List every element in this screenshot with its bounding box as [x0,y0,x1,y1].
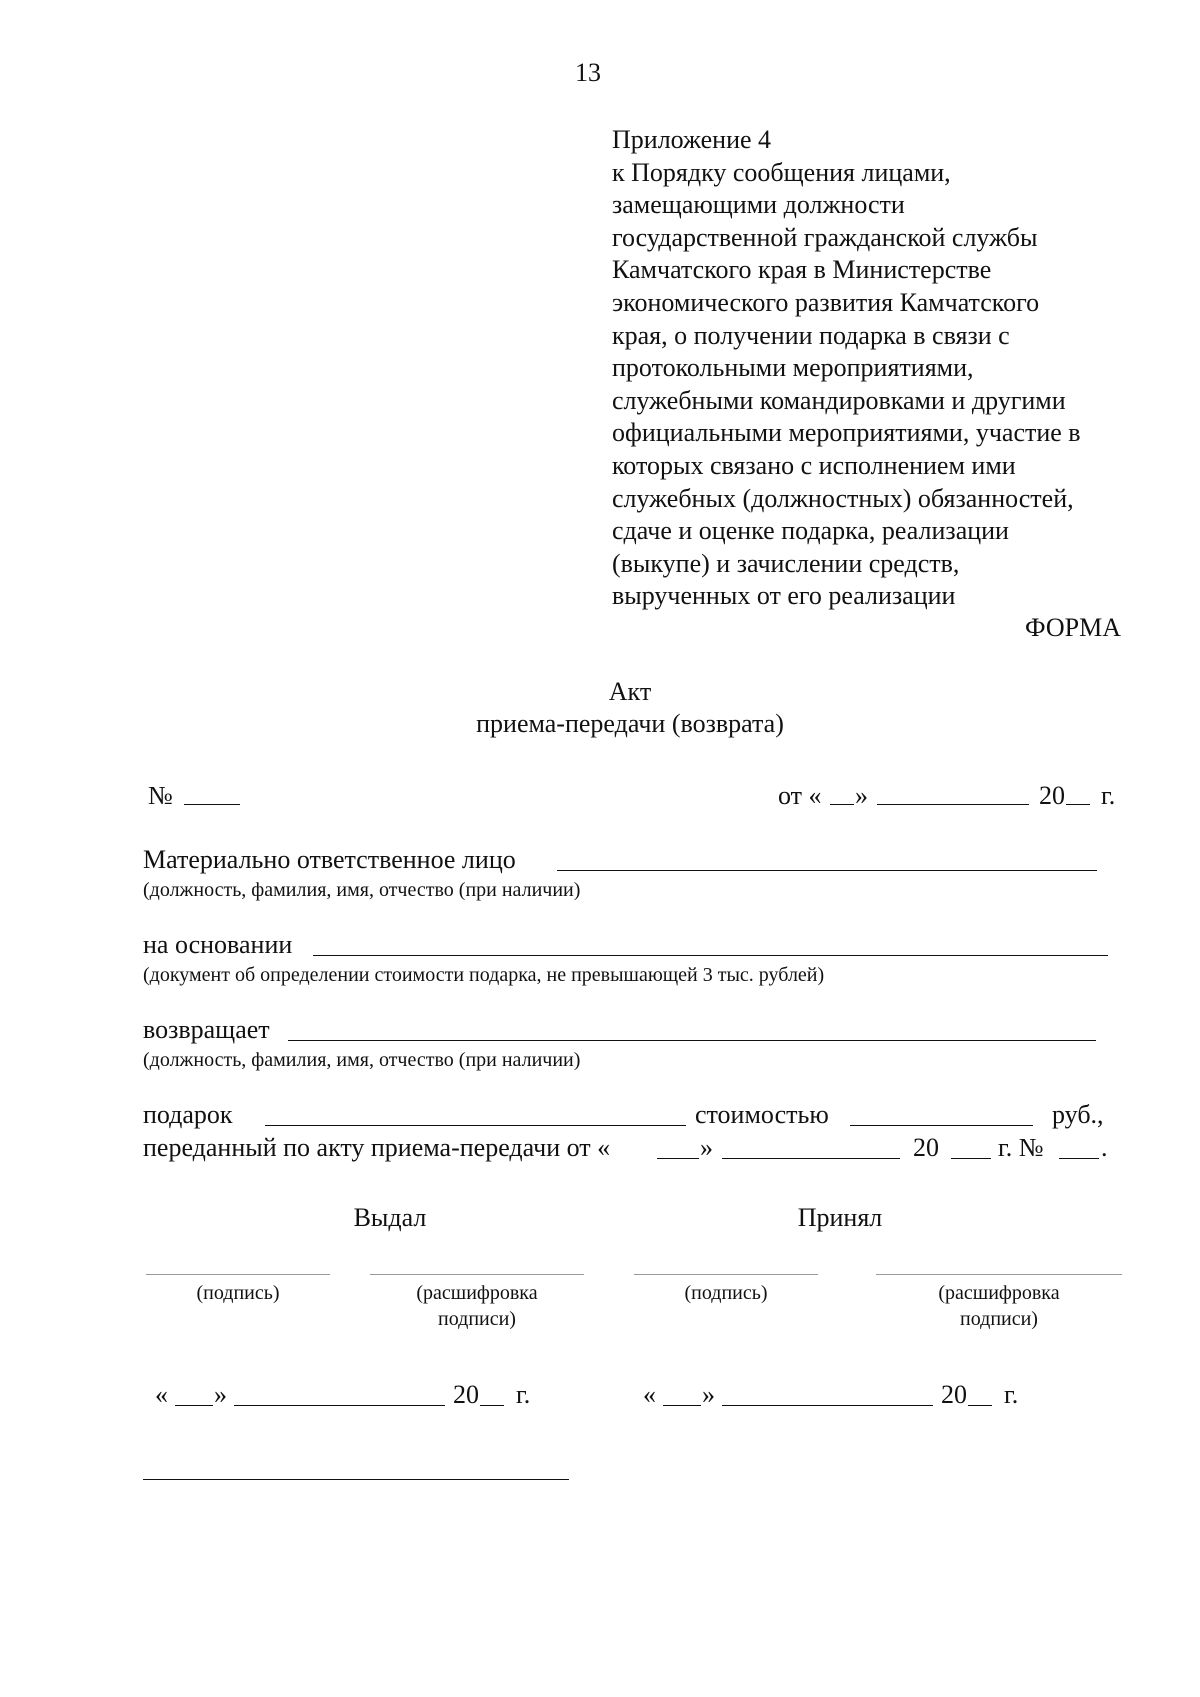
issuer-date-open: « [155,1380,168,1409]
transfer-month-field[interactable] [722,1158,900,1159]
cost-field[interactable] [850,1125,1033,1126]
receiver-date-close: » [702,1380,715,1409]
gift-field[interactable] [265,1125,686,1126]
basis-label: на основании [143,930,293,959]
day-field[interactable] [830,804,854,805]
appendix-line: экономического развития Камчатского [612,287,1040,317]
receiver-month-field[interactable] [722,1405,933,1406]
issuer-month-field[interactable] [234,1405,445,1406]
issuer-decode-line[interactable] [370,1274,584,1275]
responsible-hint: (должность, фамилия, имя, отчество (при наличии) [143,879,581,901]
appendix-line: края, о получении подарка в связи с [612,320,1010,350]
receiver-signature-line[interactable] [634,1274,818,1275]
appendix-line: Приложение 4 [612,125,772,154]
issuer-year-prefix: 20 [453,1380,479,1409]
issuer-day-field[interactable] [175,1405,213,1406]
receiver-day-field[interactable] [663,1405,701,1406]
bottom-blank-line[interactable] [143,1479,569,1480]
appendix-line: вырученных от его реализации [612,581,956,611]
transfer-day-field[interactable] [657,1158,699,1159]
returns-field[interactable] [288,1040,1096,1041]
received-label: Принял [797,1203,883,1232]
receiver-year-suffix: г. [1004,1380,1019,1409]
transferred-label: переданный по акту приема-передачи от « [143,1133,611,1162]
basis-field[interactable] [313,955,1108,956]
receiver-decode-hint-2: подписи) [960,1308,1038,1330]
year-field[interactable] [1066,804,1090,805]
appendix-line: замещающими должности [612,190,905,220]
receiver-signature-hint: (подпись) [684,1282,768,1304]
cost-label: стоимостью [695,1100,829,1129]
returns-label: возвращает [143,1015,270,1044]
act-number-field[interactable] [184,804,240,805]
issuer-signature-line[interactable] [146,1274,330,1275]
receiver-date-open: « [643,1380,656,1409]
receiver-decode-line[interactable] [876,1274,1122,1275]
date-prefix: от « [778,781,822,810]
transferred-end: . [1101,1133,1108,1162]
number-sign: № [148,781,173,810]
issuer-year-suffix: г. [516,1380,531,1409]
issued-label: Выдал [353,1203,427,1232]
transferred-g-no: г. № [998,1133,1044,1162]
issuer-date-close: » [214,1380,227,1409]
transfer-year-field[interactable] [951,1158,991,1159]
receiver-year-field[interactable] [968,1405,992,1406]
transfer-act-number-field[interactable] [1059,1158,1099,1159]
issuer-decode-hint-2: подписи) [438,1308,516,1330]
appendix-line: служебными командировками и другими [612,385,1066,415]
responsible-field[interactable] [557,870,1097,871]
form-label: ФОРМА [1025,613,1121,642]
appendix-line: сдаче и оценке подарка, реализации [612,516,1009,546]
basis-hint: (документ об определении стоимости подарка, не превышающей 3 тыс. рублей) [143,964,825,986]
appendix-block [612,124,1152,613]
transferred-year: 20 [913,1133,939,1162]
transferred-close: » [700,1133,713,1162]
appendix-line: служебных (должностных) обязанностей, [612,483,1074,513]
gift-label: подарок [143,1100,233,1129]
appendix-line: протокольными мероприятиями, [612,353,974,383]
page-number: 13 [575,58,601,87]
issuer-decode-hint-1: (расшифровка [416,1282,538,1304]
receiver-decode-hint-1: (расшифровка [938,1282,1060,1304]
year-suffix: г. [1101,781,1116,810]
issuer-signature-hint: (подпись) [196,1282,280,1304]
appendix-line: которых связано с исполнением ими [612,450,1016,480]
responsible-label: Материально ответственное лицо [143,845,516,874]
appendix-line: к Порядку сообщения лицами, [612,157,951,187]
act-title: Акт [608,677,652,706]
appendix-line: (выкупе) и зачислении средств, [612,548,960,578]
returns-hint: (должность, фамилия, имя, отчество (при наличии) [143,1049,581,1071]
issuer-year-field[interactable] [480,1405,504,1406]
receiver-year-prefix: 20 [941,1380,967,1409]
date-close: » [855,781,868,810]
year-prefix: 20 [1039,781,1065,810]
month-field[interactable] [877,804,1029,805]
appendix-line: государственной гражданской службы [612,222,1038,252]
currency-label: руб., [1052,1100,1104,1129]
appendix-line: Камчатского края в Министерстве [612,255,992,285]
act-subtitle: приема-передачи (возврата) [476,709,784,738]
appendix-line: официальными мероприятиями, участие в [612,418,1081,448]
